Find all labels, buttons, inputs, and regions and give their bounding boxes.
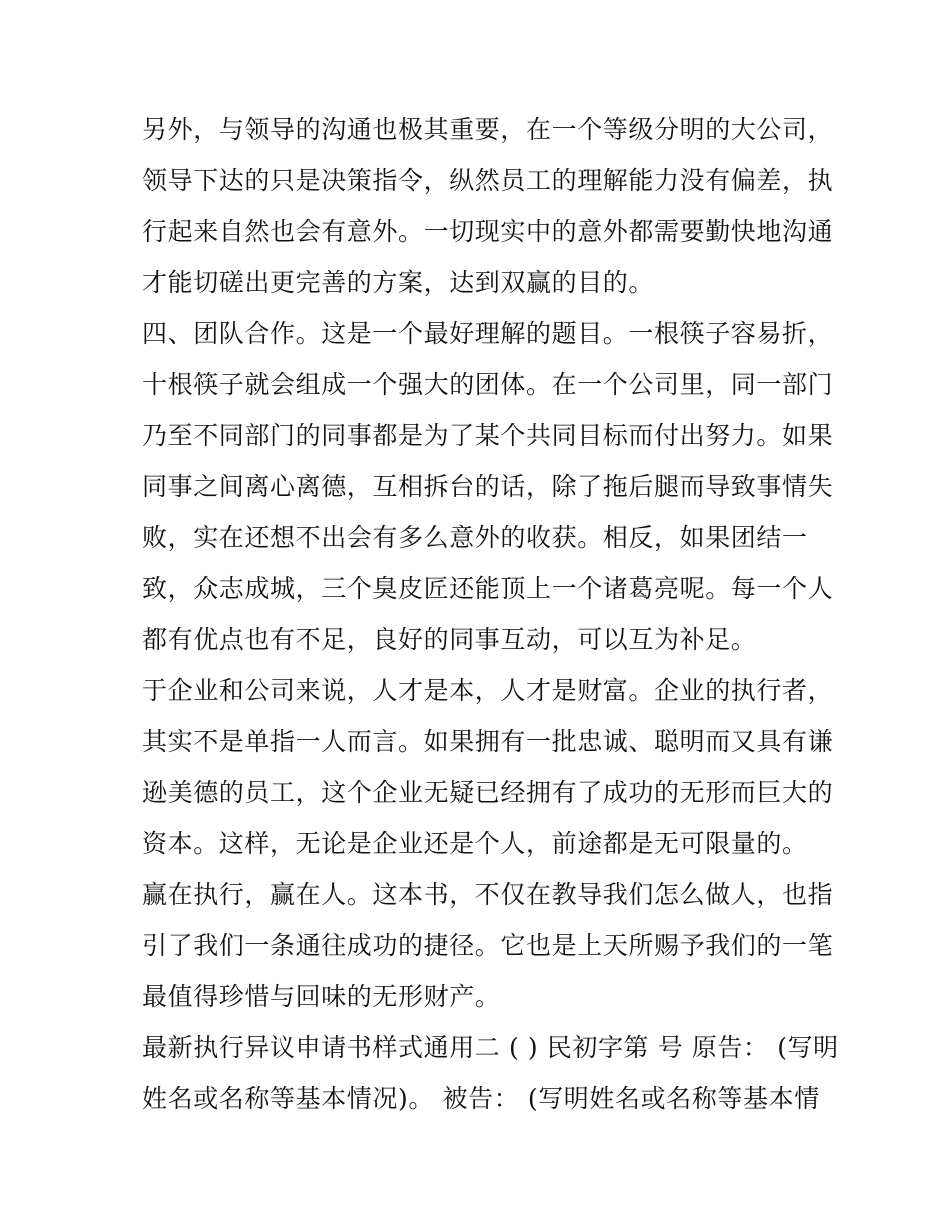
text-line: 其实不是单指一人而言。如果拥有一批忠诚、聪明而又具有谦 xyxy=(142,727,834,756)
text-line: 败，实在还想不出会有多么意外的收获。相反，如果团结一 xyxy=(142,523,808,552)
text-line: 赢在执行，赢在人。这本书，不仅在教导我们怎么做人，也指 xyxy=(142,880,834,909)
text-line: 姓名或名称等基本情况)。 被告： (写明姓名或名称等基本情 xyxy=(142,1084,820,1113)
text-line: 引了我们一条通往成功的捷径。它也是上天所赐予我们的一笔 xyxy=(142,931,834,960)
text-line: 另外，与领导的沟通也极其重要，在一个等级分明的大公司， xyxy=(142,115,834,144)
text-line: 同事之间离心离德，互相拆台的话，除了拖后腿而导致事情失 xyxy=(142,472,834,501)
text-line: 四、团队合作。这是一个最好理解的题目。一根筷子容易折， xyxy=(142,319,834,348)
text-line: 于企业和公司来说，人才是本，人才是财富。企业的执行者， xyxy=(142,676,834,705)
text-line: 十根筷子就会组成一个强大的团体。在一个公司里，同一部门 xyxy=(142,370,834,399)
text-line: 资本。这样，无论是企业还是个人，前途都是无可限量的。 xyxy=(142,829,808,858)
text-line: 领导下达的只是决策指令，纵然员工的理解能力没有偏差，执 xyxy=(142,166,834,195)
text-line: 最值得珍惜与回味的无形财产。 xyxy=(142,982,501,1011)
text-line: 都有优点也有不足，良好的同事互动，可以互为补足。 xyxy=(142,625,757,654)
text-line: 行起来自然也会有意外。一切现实中的意外都需要勤快地沟通 xyxy=(142,217,834,246)
text-line: 才能切磋出更完善的方案，达到双赢的目的。 xyxy=(142,268,655,297)
text-line: 逊美德的员工，这个企业无疑已经拥有了成功的无形而巨大的 xyxy=(142,778,834,807)
text-line: 乃至不同部门的同事都是为了某个共同目标而付出努力。如果 xyxy=(142,421,834,450)
text-line: 最新执行异议申请书样式通用二 ( ) 民初字第 号 原告： (写明 xyxy=(142,1033,839,1062)
text-line: 致，众志成城，三个臭皮匠还能顶上一个诸葛亮呢。每一个人 xyxy=(142,574,834,603)
